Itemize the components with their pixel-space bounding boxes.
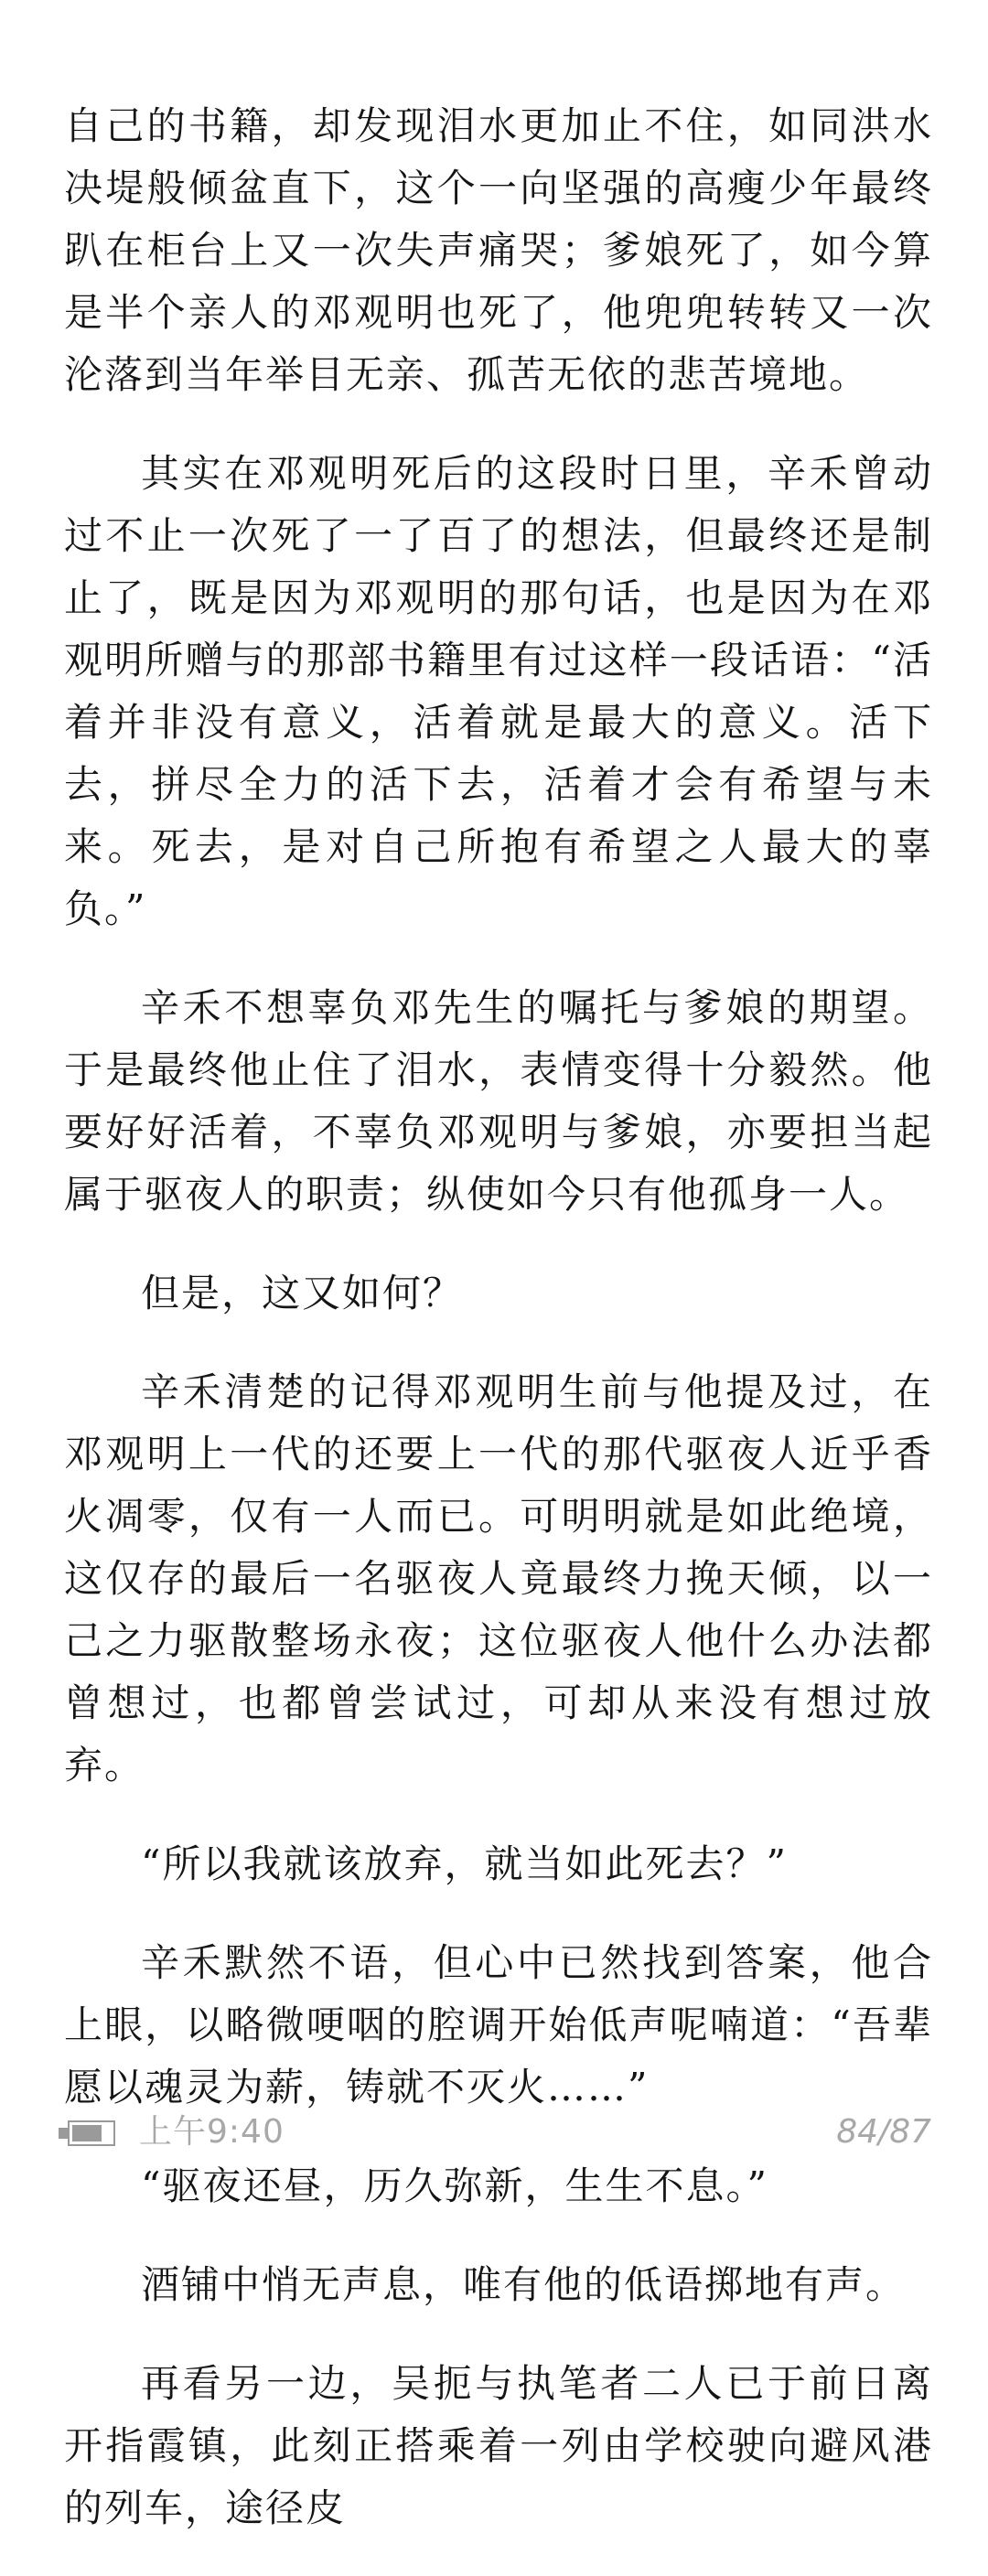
paragraph: “所以我就该放弃，就当如此死去？”: [141, 1841, 788, 1886]
reader-status-bar: [0, 2095, 988, 2168]
paragraph: 辛禾清楚的记得邓观明生前与他提及过，在邓观明上一代的还要上一代的那代驱夜人近乎香火凋零，仅有一人而已。可明明就是如此绝境，这仅存的最后一名驱夜人竟最终力挽天倾，以一己之力驱散整场永夜；这位驱夜人他什么办法都曾想过，也都曾尝试过，可却从来没有想过放弃。: [64, 1369, 933, 1787]
battery-terminal: [59, 2128, 68, 2139]
paragraph: 辛禾默然不语，但心中已然找到答案，他合上眼，以略微哽咽的腔调开始低声呢喃道：“吾辈愿以魂灵为薪，铸就不灭火……”: [64, 1940, 933, 2109]
battery-body: [68, 2120, 115, 2146]
paragraph: “驱夜还昼，历久弥新，生生不息。”: [141, 2163, 768, 2208]
clock-time: 上午9:40: [139, 2113, 285, 2151]
battery-icon: [59, 2120, 119, 2146]
paragraph: 辛禾不想辜负邓先生的嘱托与爹娘的期望。于是最终他止住了泪水，表情变得十分毅然。他要好好活着，不辜负邓观明与爹娘，亦要担当起属于驱夜人的职责；纵使如今只有他孤身一人。: [64, 985, 933, 1217]
paragraph: 其实在邓观明死后的这段时日里，辛禾曾动过不止一次死了一了百了的想法，但最终还是制止了，既是因为邓观明的那句话，也是因为在邓观明所赠与的那部书籍里有过这样一段话语：“活着并非没有意义，活着就是最大的意义。活下去，拼尽全力的活下去，活着才会有希望与未来。死去，是对自己所抱有希望之人最大的辜负。”: [64, 451, 933, 931]
paragraph: 再看另一边，吴扼与执笔者二人已于前日离开指霞镇，此刻正搭乘着一列由学校驶向避风港的列车，途径皮: [64, 2361, 933, 2530]
battery-level-fill: [72, 2125, 102, 2141]
page-indicator[interactable]: 84/87: [836, 2113, 931, 2151]
paragraph: 但是，这又如何？: [141, 1271, 464, 1315]
paragraph: 自己的书籍，却发现泪水更加止不住，如同洪水决堤般倾盆直下，这个一向坚强的高瘦少年最终趴在柜台上又一次失声痛哭；爹娘死了，如今算是半个亲人的邓观明也死了，他兜兜转转又一次沦落到当年举目无亲、孤苦无依的悲苦境地。: [64, 103, 933, 397]
chapter-text: [64, 95, 933, 2576]
paragraph: 酒铺中悄无声息，唯有他的低语掷地有声。: [141, 2262, 907, 2307]
